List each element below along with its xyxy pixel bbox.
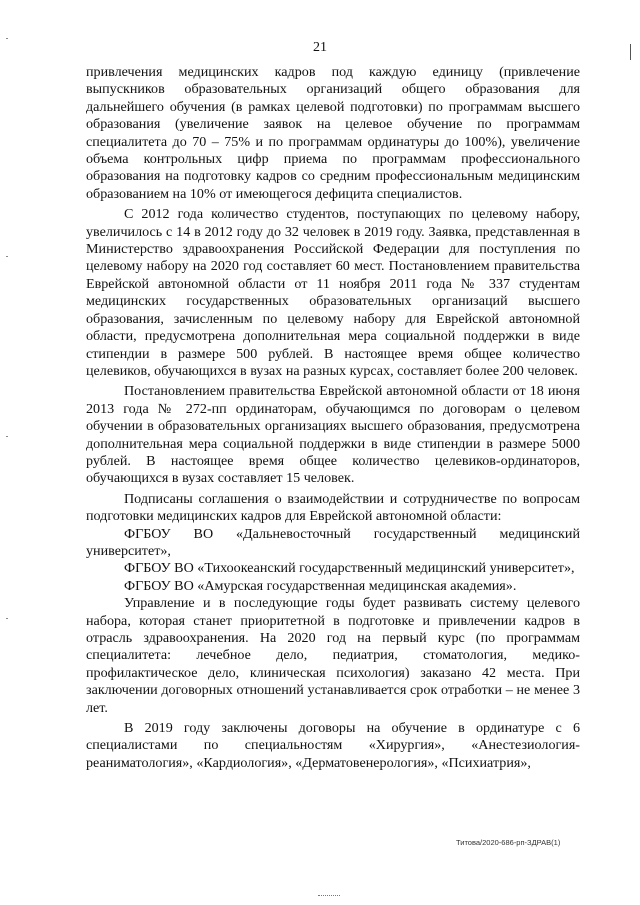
paragraph-agreements: Подписаны соглашения о взаимодействии и сотрудничестве по вопросам подготовки медицинских кадров для Еврейской автономной области: (86, 490, 580, 525)
paragraph-target-system: Управление и в последующие годы будет развивать систему целевого набора, которая станет приоритетной в подготовке и привлечении кадров в отрасль здравоохранения. На 2020 год на первый курс (по программам специалитета: лечебное дело, педиатрия, стоматология, медико-профилактическое дело, клиническая психология) заказано 42 места. При заключении договорных отношений устанавливается срок отработки – не менее 3 лет. (86, 595, 580, 716)
university-item: ФГБОУ ВО «Тихоокеанский государственный медицинский университет», (124, 560, 575, 577)
document-body (86, 64, 580, 772)
university-item: ФГБОУ ВО «Амурская государственная медицинская академия». (124, 577, 517, 594)
paragraph-residency-contracts: В 2019 году заключены договоры на обучение в ординатуре с 6 специалистами по специальностям «Хирургия», «Анестезиология-реаниматология», «Кардиология», «Дерматовенерология», «Психиатрия», (86, 720, 580, 771)
footer-document-code: Титова/2020-686-рп-ЗДРАВ(1) (456, 838, 561, 847)
margin-dot (6, 436, 8, 437)
margin-dot (6, 256, 8, 257)
page-number: 21 (313, 40, 327, 55)
margin-dot (6, 618, 8, 619)
paragraph-residents-stipend: Постановлением правительства Еврейской автономной области от 18 июня 2013 года № 272-пп ординаторам, обучающимся по договорам о целевом обучении в образовательных организациях высшего образования, предусмотрена дополнительная мера социальной поддержки в виде стипендии в размере 5000 рублей. В настоящее время общее количество целевиков-ординаторов, обучающихся в вузах составляет 15 человек. (86, 383, 580, 487)
bottom-divider (318, 895, 340, 896)
paragraph-continuation: привлечения медицинских кадров под каждую единицу (привлечение выпускников образовательных организаций общего образования для дальнейшего обучения (в рамках целевой подготовки) по программам высшего образования (увеличение заявок на целевое обучение по программам специалитета до 70 – 75% и по программам ординатуры до 100%), увеличение объема контрольных цифр приема по программам профессионального образования на подготовку кадров со средним профессиональным медицинским образованием на 10% от имеющегося дефицита специалистов. (86, 64, 580, 202)
university-item: ФГБОУ ВО «Дальневосточный государственный медицинский университет», (86, 525, 580, 559)
margin-dot (6, 38, 8, 39)
paragraph-target-enrollment: С 2012 года количество студентов, поступающих по целевому набору, увеличилось с 14 в 2012 году до 32 человек в 2019 году. Заявка, представленная в Министерство здравоохранения Российской Федерации для поступления по целевому набору на 2020 год составляет 60 мест. Постановлением правительства Еврейской автономной области от 11 ноября 2011 года № 337 студентам медицинских государственных образовательных организаций высшего образования, зачисленным по целевому набору для Еврейской автономной области, предусмотрена дополнительная мера социальной поддержки в виде стипендии в размере 500 рублей. В настоящее время общее количество целевиков, обучающихся в вузах на разных курсах, составляет более 200 человек. (86, 206, 580, 379)
